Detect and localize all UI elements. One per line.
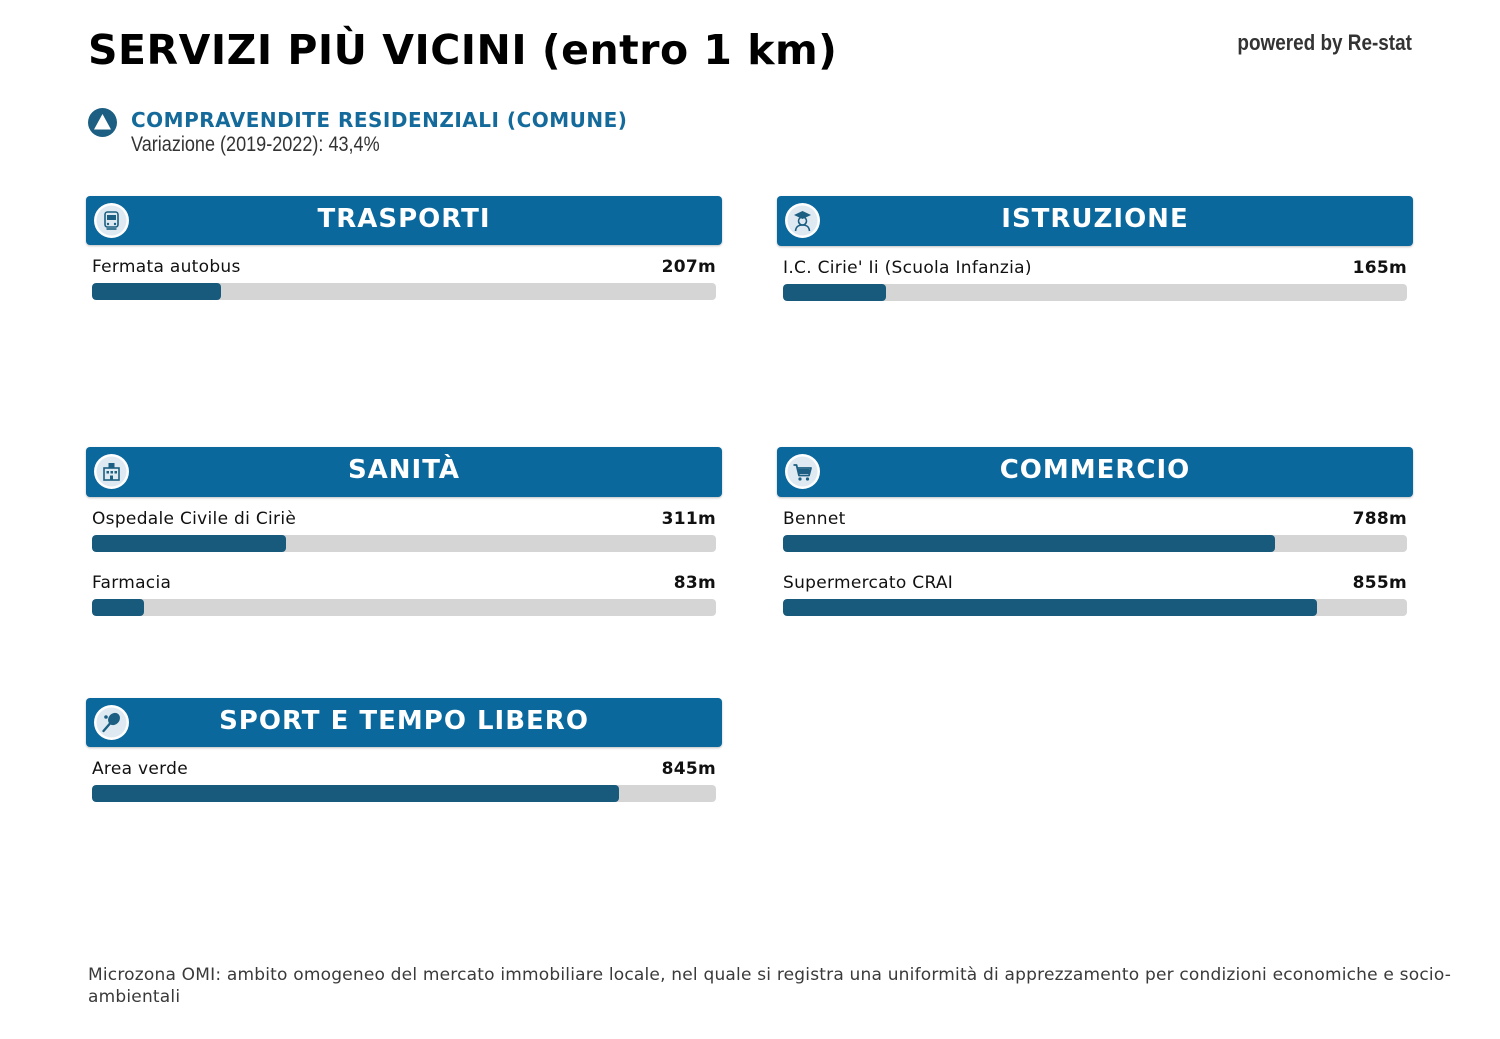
distance-bar-fill <box>92 535 286 552</box>
distance-bar <box>92 283 716 300</box>
service-distance: 207m <box>661 257 716 277</box>
summary-subtitle: Variazione (2019-2022): 43,4% <box>131 133 380 156</box>
list-item <box>783 505 1407 569</box>
distance-bar-fill <box>92 599 144 616</box>
card-sanita <box>86 447 722 633</box>
list-item <box>92 569 716 633</box>
card-title: SANITÀ <box>347 455 461 485</box>
list-item <box>92 755 716 819</box>
service-name: Bennet <box>783 509 846 529</box>
card-title: ISTRUZIONE <box>1001 204 1189 234</box>
card-commercio <box>777 447 1413 633</box>
distance-bar <box>92 785 716 802</box>
service-name: Area verde <box>92 759 188 779</box>
card-trasporti <box>86 196 722 317</box>
card-title: SPORT E TEMPO LIBERO <box>219 706 589 736</box>
list-item <box>783 254 1407 318</box>
list-item <box>92 253 716 317</box>
service-distance: 845m <box>661 759 716 779</box>
distance-bar-fill <box>783 535 1275 552</box>
card-header <box>777 196 1413 246</box>
footnote: Microzona OMI: ambito omogeneo del mercato immobiliare locale, nel quale si registra una uniformità di apprezzamento per condizioni economiche e socio-ambientali <box>88 965 1452 1007</box>
service-name: Ospedale Civile di Ciriè <box>92 509 297 529</box>
powered-by-label: powered by Re-stat <box>1237 30 1412 55</box>
summary-title: COMPRAVENDITE RESIDENZIALI (COMUNE) <box>131 108 628 132</box>
card-title: TRASPORTI <box>317 204 491 234</box>
service-distance: 165m <box>1352 258 1407 278</box>
service-name: Farmacia <box>92 573 172 593</box>
service-distance: 311m <box>661 509 716 529</box>
service-distance: 83m <box>673 573 716 593</box>
card-istruzione <box>777 196 1413 318</box>
distance-bar-fill <box>92 785 619 802</box>
distance-bar <box>783 535 1407 552</box>
distance-bar <box>783 284 1407 301</box>
service-name: I.C. Cirie' Ii (Scuola Infanzia) <box>783 258 1032 278</box>
card-title: COMMERCIO <box>999 455 1191 485</box>
distance-bar <box>92 535 716 552</box>
card-header <box>86 196 722 245</box>
distance-bar-fill <box>783 284 886 301</box>
page-title: SERVIZI PIÙ VICINI (entro 1 km) <box>88 26 838 74</box>
triangle-up-icon <box>88 108 117 137</box>
service-distance: 788m <box>1352 509 1407 529</box>
card-header <box>86 447 722 497</box>
distance-bar-fill <box>783 599 1317 616</box>
service-distance: 855m <box>1352 573 1407 593</box>
distance-bar <box>92 599 716 616</box>
service-name: Fermata autobus <box>92 257 241 277</box>
service-name: Supermercato CRAI <box>783 573 954 593</box>
card-header <box>777 447 1413 497</box>
list-item <box>92 505 716 569</box>
card-header <box>86 698 722 747</box>
list-item <box>783 569 1407 633</box>
card-sport <box>86 698 722 819</box>
distance-bar-fill <box>92 283 221 300</box>
distance-bar <box>783 599 1407 616</box>
